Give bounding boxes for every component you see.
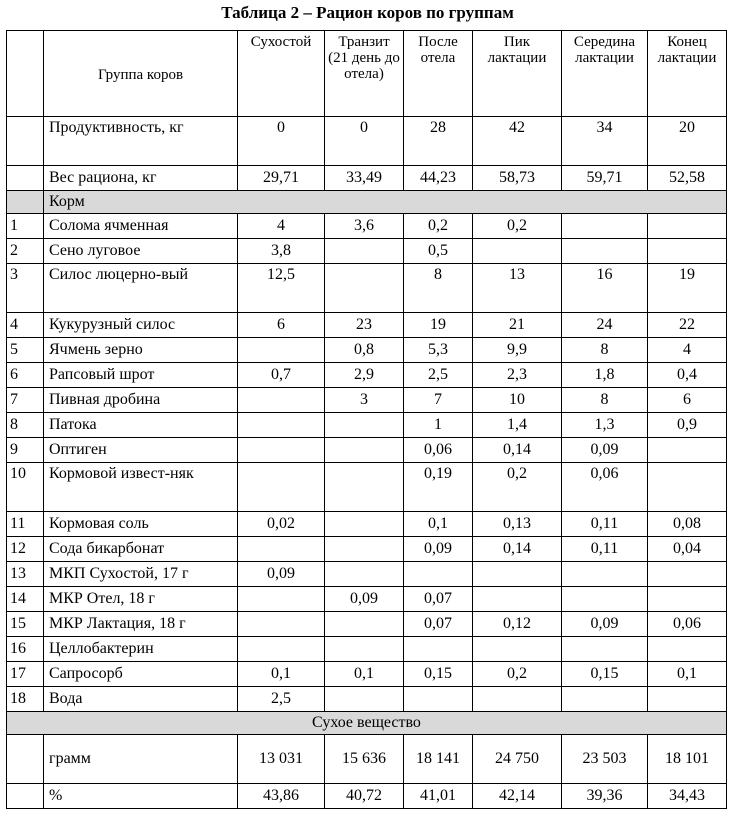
value-cell: 20 <box>648 117 727 166</box>
value-cell: 0,11 <box>562 537 648 562</box>
value-cell: 8 <box>562 338 648 363</box>
value-cell <box>562 637 648 662</box>
value-cell <box>325 562 404 587</box>
value-cell <box>648 587 727 612</box>
feed-name: МКР Отел, 18 г <box>44 587 238 612</box>
value-cell <box>473 637 562 662</box>
value-cell: 2,3 <box>473 363 562 388</box>
table-title: Таблица 2 – Рацион коров по группам <box>221 3 514 22</box>
value-cell: 8 <box>562 388 648 413</box>
value-cell: 2,5 <box>238 687 325 712</box>
feed-index: 12 <box>7 537 44 562</box>
feed-row <box>7 214 727 239</box>
ration-table <box>6 30 727 809</box>
value-cell <box>404 637 473 662</box>
value-cell <box>325 687 404 712</box>
value-cell <box>238 413 325 438</box>
feed-name: Силос люцерно-вый <box>44 264 238 313</box>
value-cell <box>473 587 562 612</box>
value-cell <box>648 463 727 512</box>
value-cell: 34,43 <box>648 784 727 809</box>
feed-index: 5 <box>7 338 44 363</box>
value-cell <box>562 687 648 712</box>
value-cell <box>562 239 648 264</box>
value-cell: 23 503 <box>562 735 648 784</box>
value-cell: 0,8 <box>325 338 404 363</box>
value-cell: 42,14 <box>473 784 562 809</box>
value-cell: 0,06 <box>648 612 727 637</box>
value-cell <box>648 687 727 712</box>
value-cell <box>325 264 404 313</box>
feed-name: Кормовой извест-няк <box>44 463 238 512</box>
value-cell <box>238 637 325 662</box>
feed-section-row <box>7 191 727 214</box>
value-cell: 1,8 <box>562 363 648 388</box>
feed-name: Рапсовый шрот <box>44 363 238 388</box>
feed-row <box>7 239 727 264</box>
feed-row <box>7 687 727 712</box>
value-cell: 0,11 <box>562 512 648 537</box>
value-cell <box>238 537 325 562</box>
value-cell: 29,71 <box>238 166 325 191</box>
value-cell: 0,15 <box>562 662 648 687</box>
value-cell: 15 636 <box>325 735 404 784</box>
value-cell: 0,09 <box>325 587 404 612</box>
value-cell: 0,13 <box>473 512 562 537</box>
value-cell: 0 <box>325 117 404 166</box>
value-cell: 0,15 <box>404 662 473 687</box>
feed-name: Ячмень зерно <box>44 338 238 363</box>
header-col-0: Сухостой <box>238 31 325 117</box>
value-cell: 2,5 <box>404 363 473 388</box>
dry-matter-section-row <box>7 712 727 735</box>
feed-name: Целлобактерин <box>44 637 238 662</box>
value-cell <box>648 239 727 264</box>
row-label: грамм <box>44 735 238 784</box>
value-cell: 4 <box>238 214 325 239</box>
value-cell: 9,9 <box>473 338 562 363</box>
value-cell: 59,71 <box>562 166 648 191</box>
value-cell: 40,72 <box>325 784 404 809</box>
index-cell <box>7 166 44 191</box>
value-cell: 1 <box>404 413 473 438</box>
feed-name: Пивная дробина <box>44 388 238 413</box>
value-cell: 13 <box>473 264 562 313</box>
feed-name: Оптиген <box>44 438 238 463</box>
value-cell <box>238 388 325 413</box>
value-cell: 2,9 <box>325 363 404 388</box>
header-index-cell <box>7 31 44 117</box>
value-cell: 0,14 <box>473 537 562 562</box>
value-cell: 0,09 <box>404 537 473 562</box>
value-cell: 0 <box>238 117 325 166</box>
value-cell: 0,02 <box>238 512 325 537</box>
feed-index: 18 <box>7 687 44 712</box>
value-cell: 3,8 <box>238 239 325 264</box>
header-col-3: Пик лактации <box>473 31 562 117</box>
value-cell <box>238 612 325 637</box>
value-cell: 19 <box>404 313 473 338</box>
value-cell: 21 <box>473 313 562 338</box>
header-row <box>7 31 727 117</box>
index-cell <box>7 735 44 784</box>
value-cell: 0,19 <box>404 463 473 512</box>
value-cell: 52,58 <box>648 166 727 191</box>
value-cell: 0,2 <box>473 214 562 239</box>
value-cell <box>473 562 562 587</box>
dry-matter-label: Сухое вещество <box>7 712 727 735</box>
value-cell: 0,08 <box>648 512 727 537</box>
value-cell: 4 <box>648 338 727 363</box>
value-cell: 0,04 <box>648 537 727 562</box>
value-cell <box>325 438 404 463</box>
feed-name: МКП Сухостой, 17 г <box>44 562 238 587</box>
value-cell: 8 <box>404 264 473 313</box>
value-cell: 6 <box>648 388 727 413</box>
feed-index: 15 <box>7 612 44 637</box>
value-cell <box>325 537 404 562</box>
value-cell <box>404 687 473 712</box>
value-cell <box>325 512 404 537</box>
row-label: % <box>44 784 238 809</box>
header-col-1: Транзит (21 день до отела) <box>325 31 404 117</box>
value-cell: 28 <box>404 117 473 166</box>
feed-row <box>7 264 727 313</box>
summary-row <box>7 117 727 166</box>
feed-index: 11 <box>7 512 44 537</box>
value-cell: 23 <box>325 313 404 338</box>
feed-row <box>7 512 727 537</box>
value-cell: 22 <box>648 313 727 338</box>
feed-index: 1 <box>7 214 44 239</box>
row-label: Продуктивность, кг <box>44 117 238 166</box>
value-cell: 0,7 <box>238 363 325 388</box>
value-cell: 0,07 <box>404 587 473 612</box>
feed-index: 13 <box>7 562 44 587</box>
feed-row <box>7 313 727 338</box>
value-cell <box>238 463 325 512</box>
value-cell <box>473 239 562 264</box>
value-cell: 0,06 <box>562 463 648 512</box>
value-cell: 7 <box>404 388 473 413</box>
feed-row <box>7 338 727 363</box>
value-cell <box>325 413 404 438</box>
feed-index: 4 <box>7 313 44 338</box>
value-cell: 16 <box>562 264 648 313</box>
value-cell <box>238 438 325 463</box>
value-cell: 3 <box>325 388 404 413</box>
value-cell: 5,3 <box>404 338 473 363</box>
value-cell: 0,2 <box>473 662 562 687</box>
value-cell <box>404 562 473 587</box>
value-cell <box>325 239 404 264</box>
feed-row <box>7 537 727 562</box>
feed-index: 17 <box>7 662 44 687</box>
value-cell <box>325 637 404 662</box>
value-cell: 1,3 <box>562 413 648 438</box>
value-cell: 58,73 <box>473 166 562 191</box>
value-cell: 41,01 <box>404 784 473 809</box>
value-cell: 34 <box>562 117 648 166</box>
value-cell: 0,1 <box>404 512 473 537</box>
feed-section-label: Корм <box>44 191 727 214</box>
feed-name: МКР Лактация, 18 г <box>44 612 238 637</box>
value-cell: 39,36 <box>562 784 648 809</box>
feed-row <box>7 463 727 512</box>
feed-row <box>7 637 727 662</box>
value-cell: 18 101 <box>648 735 727 784</box>
value-cell: 0,1 <box>238 662 325 687</box>
value-cell: 0,2 <box>473 463 562 512</box>
value-cell <box>325 463 404 512</box>
feed-row <box>7 587 727 612</box>
value-cell <box>648 562 727 587</box>
header-col-2: После отела <box>404 31 473 117</box>
feed-row <box>7 438 727 463</box>
feed-row <box>7 413 727 438</box>
value-cell <box>473 687 562 712</box>
value-cell: 18 141 <box>404 735 473 784</box>
feed-name: Кукурузный силос <box>44 313 238 338</box>
feed-index: 3 <box>7 264 44 313</box>
value-cell: 0,4 <box>648 363 727 388</box>
value-cell: 24 <box>562 313 648 338</box>
feed-name: Вода <box>44 687 238 712</box>
summary-row <box>7 166 727 191</box>
value-cell: 0,09 <box>238 562 325 587</box>
value-cell: 0,1 <box>648 662 727 687</box>
feed-row <box>7 363 727 388</box>
index-cell <box>7 784 44 809</box>
dry-matter-row <box>7 735 727 784</box>
value-cell: 24 750 <box>473 735 562 784</box>
value-cell: 1,4 <box>473 413 562 438</box>
value-cell: 0,1 <box>325 662 404 687</box>
feed-index: 9 <box>7 438 44 463</box>
feed-row <box>7 662 727 687</box>
row-label: Вес рациона, кг <box>44 166 238 191</box>
value-cell: 42 <box>473 117 562 166</box>
feed-index: 16 <box>7 637 44 662</box>
value-cell: 6 <box>238 313 325 338</box>
value-cell: 43,86 <box>238 784 325 809</box>
value-cell <box>238 587 325 612</box>
value-cell: 13 031 <box>238 735 325 784</box>
index-cell <box>7 191 44 214</box>
value-cell <box>562 587 648 612</box>
value-cell: 0,12 <box>473 612 562 637</box>
feed-row <box>7 612 727 637</box>
feed-index: 7 <box>7 388 44 413</box>
value-cell <box>562 214 648 239</box>
value-cell: 3,6 <box>325 214 404 239</box>
index-cell <box>7 117 44 166</box>
value-cell <box>238 338 325 363</box>
value-cell: 0,9 <box>648 413 727 438</box>
header-col-4: Середина лактации <box>562 31 648 117</box>
value-cell: 33,49 <box>325 166 404 191</box>
value-cell: 0,14 <box>473 438 562 463</box>
value-cell <box>648 637 727 662</box>
feed-name: Солома ячменная <box>44 214 238 239</box>
feed-index: 8 <box>7 413 44 438</box>
value-cell: 0,09 <box>562 612 648 637</box>
value-cell <box>325 612 404 637</box>
value-cell <box>648 438 727 463</box>
feed-name: Сено луговое <box>44 239 238 264</box>
feed-name: Сапросорб <box>44 662 238 687</box>
header-col-5: Конец лактации <box>648 31 727 117</box>
dry-matter-row <box>7 784 727 809</box>
value-cell: 0,07 <box>404 612 473 637</box>
feed-name: Патока <box>44 413 238 438</box>
feed-index: 2 <box>7 239 44 264</box>
feed-index: 14 <box>7 587 44 612</box>
value-cell: 0,09 <box>562 438 648 463</box>
value-cell <box>562 562 648 587</box>
feed-name: Сода бикарбонат <box>44 537 238 562</box>
value-cell: 44,23 <box>404 166 473 191</box>
feed-row <box>7 388 727 413</box>
value-cell: 19 <box>648 264 727 313</box>
value-cell: 12,5 <box>238 264 325 313</box>
feed-name: Кормовая соль <box>44 512 238 537</box>
value-cell: 10 <box>473 388 562 413</box>
header-group-label: Группа коров <box>44 31 238 117</box>
feed-index: 10 <box>7 463 44 512</box>
feed-row <box>7 562 727 587</box>
value-cell <box>648 214 727 239</box>
value-cell: 0,06 <box>404 438 473 463</box>
feed-index: 6 <box>7 363 44 388</box>
value-cell: 0,5 <box>404 239 473 264</box>
value-cell: 0,2 <box>404 214 473 239</box>
